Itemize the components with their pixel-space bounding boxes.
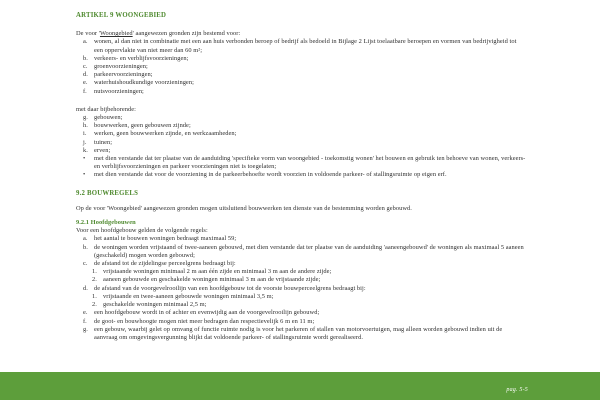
list-item [76, 71, 526, 79]
rule-text: de goot- en bouwhoogte mogen niet meer bedragen dan respectievelijk 6 m en 11 m; [94, 317, 315, 325]
list-items-g [76, 114, 526, 180]
list-item-label: b. [83, 54, 88, 62]
list-item [76, 63, 526, 71]
bullet-item [76, 155, 526, 171]
rule-label: g. [83, 325, 88, 333]
bullet-icon: • [83, 155, 86, 163]
rule-text: de afstand tot de zijdelingse perceelgrens bedraagt bij: [94, 260, 236, 268]
list-item-label: k. [83, 146, 88, 154]
list-item-text: bouwwerken, geen gebouwen zijnde; [94, 122, 191, 130]
list-item-label: a. [83, 38, 88, 46]
rule-subitem [76, 293, 526, 301]
list-item [76, 114, 526, 122]
rule-text: vrijstaande en twee-aaneen gebouwde woningen minimaal 3,5 m; [103, 292, 274, 300]
rule-text: de woningen worden vrijstaand of twee-aaneen gebouwd, met dien verstande dat ter plaatse van de aanduiding 'aaneengebouwd' de woningen als maximaal 5 aaneen (geschakeld) mogen worden gebouwd; [94, 243, 524, 259]
rule-text: aaneen gebouwde en geschakelde woningen minimaal 3 m aan de vrijstaande zijde; [103, 276, 321, 284]
list-item-label: d. [83, 71, 88, 79]
rule-subitem [76, 268, 526, 276]
rule-subitem [76, 301, 526, 309]
section-title: 9.2 BOUWREGELS [76, 189, 139, 197]
list-item-label: e. [83, 79, 88, 87]
list-item-label: i. [83, 130, 87, 138]
list-item-label: g. [83, 114, 88, 122]
bullet-icon: • [83, 171, 86, 179]
rule-item [76, 326, 526, 342]
rule-text: vrijstaande woningen minimaal 2 m aan één zijde en minimaal 3 m aan de andere zijde; [103, 268, 332, 276]
list-item-label: f. [83, 87, 87, 95]
rule-item [76, 235, 526, 243]
list-item-text: erven; [94, 146, 111, 154]
list-item-text: tuinen; [94, 138, 113, 146]
footer-bar [0, 372, 600, 400]
rule-text: de afstand van de voorgevelrooilijn van een hoofdgebouw tot de voorste bouwperceelgrens bedraagt bij: [94, 284, 366, 292]
list-item-label: c. [83, 63, 88, 71]
list-item-text: wonen, al dan niet in combinatie met een aan huis verbonden beroep of bedrijf als bedoeld in Bijlage 2 Lijst toelaatbare beroepen en vormen van bedrijvigheid tot een oppervlakte van niet meer dan 60 m²; [94, 38, 517, 54]
bullet-item [76, 171, 526, 179]
woongebied-link: Woongebied [99, 30, 133, 38]
bullet-text: met dien verstande dat ter plaatse van de aanduiding 'specifieke vorm van woongebied - toekomstig wonen' het bouwen en gebruik ten behoeve van wonen, verkeers- en verblijfsvoorzieningen en parkeer voorzieningen niet is toegelaten; [94, 155, 526, 171]
rule-label: 1. [92, 268, 97, 276]
list-item [76, 130, 526, 138]
rule-item [76, 318, 526, 326]
rule-label: 2. [92, 301, 97, 309]
rule-text: geschakelde woningen minimaal 2,5 m; [103, 301, 207, 309]
list-item-text: werken, geen bouwwerken zijnde, en werkzaamheden; [94, 130, 237, 138]
page-number: pag. 5-5 [506, 387, 528, 393]
list-item-text: gebouwen; [94, 114, 123, 122]
subsection-intro: Voor een hoofdgebouw gelden de volgende regels: [76, 227, 208, 235]
list-item-text: nutsvoorzieningen; [94, 87, 144, 95]
rule-label: a. [83, 235, 88, 243]
rule-text: het aantal te bouwen woningen bedraagt maximaal 59; [94, 235, 237, 243]
rule-label: e. [83, 309, 88, 317]
list-item-label: h. [83, 122, 88, 130]
sub-intro: met daar bijbehorende: [76, 105, 137, 113]
article-intro [76, 30, 526, 38]
bullet-text: met dien verstande dat voor de voorziening in de parkeerbehoefte wordt voorzien in voldoende parkeer- of stallingsruimte op eigen erf. [94, 171, 447, 179]
list-item [76, 139, 526, 147]
rule-subitem [76, 276, 526, 284]
subsection-title: 9.2.1 Hoofdgebouwen [76, 219, 136, 227]
rule-item [76, 260, 526, 268]
list-item [76, 147, 526, 155]
rule-item [76, 309, 526, 317]
rule-item [76, 285, 526, 293]
list-item-label: j. [83, 138, 87, 146]
section-intro: Op de voor 'Woongebied' aangewezen gronden mogen uitsluitend bouwwerken ten dienste van de bestemming worden gebouwd. [76, 204, 412, 212]
rule-label: f. [83, 317, 87, 325]
rule-label: d. [83, 284, 88, 292]
article-title: ARTIKEL 9 WOONGEBIED [76, 12, 167, 19]
list-item [76, 88, 526, 96]
list-item [76, 122, 526, 130]
rule-label: c. [83, 260, 88, 268]
rule-label: 1. [92, 292, 97, 300]
spacer [76, 96, 526, 106]
list-item [76, 38, 526, 54]
rule-label: 2. [92, 276, 97, 284]
list-item-text: waterhuishoudkundige voorzieningen; [94, 79, 194, 87]
list-item [76, 79, 526, 87]
document-content [76, 12, 526, 342]
list-item [76, 55, 526, 63]
list-item-text: verkeers- en verblijfsvoorzieningen; [94, 54, 189, 62]
rule-label: b. [83, 243, 88, 251]
rule-item [76, 244, 526, 260]
list-item-text: parkeervoorzieningen; [94, 71, 153, 79]
rules-list [76, 235, 526, 342]
intro-pre: De voor ' [76, 30, 100, 38]
rule-text: een hoofdgebouw wordt in of achter en evenwijdig aan de voorgevelrooilijn gebouwd; [94, 309, 320, 317]
list-items-a [76, 38, 526, 95]
intro-post: ' aangewezen gronden zijn bestemd voor: [132, 30, 241, 38]
rule-text: een gebouw, waarbij gelet op omvang of functie ruimte nodig is voor het parkeren of stallen van motorvoertuigen, mag alleen worden gebouwd indien uit de aanvraag om omgevingsvergunning blijkt dat voldoende parkeer- of stallingsruimte wordt gerealiseerd. [94, 325, 503, 341]
list-item-text: groenvoorzieningen; [94, 63, 148, 71]
